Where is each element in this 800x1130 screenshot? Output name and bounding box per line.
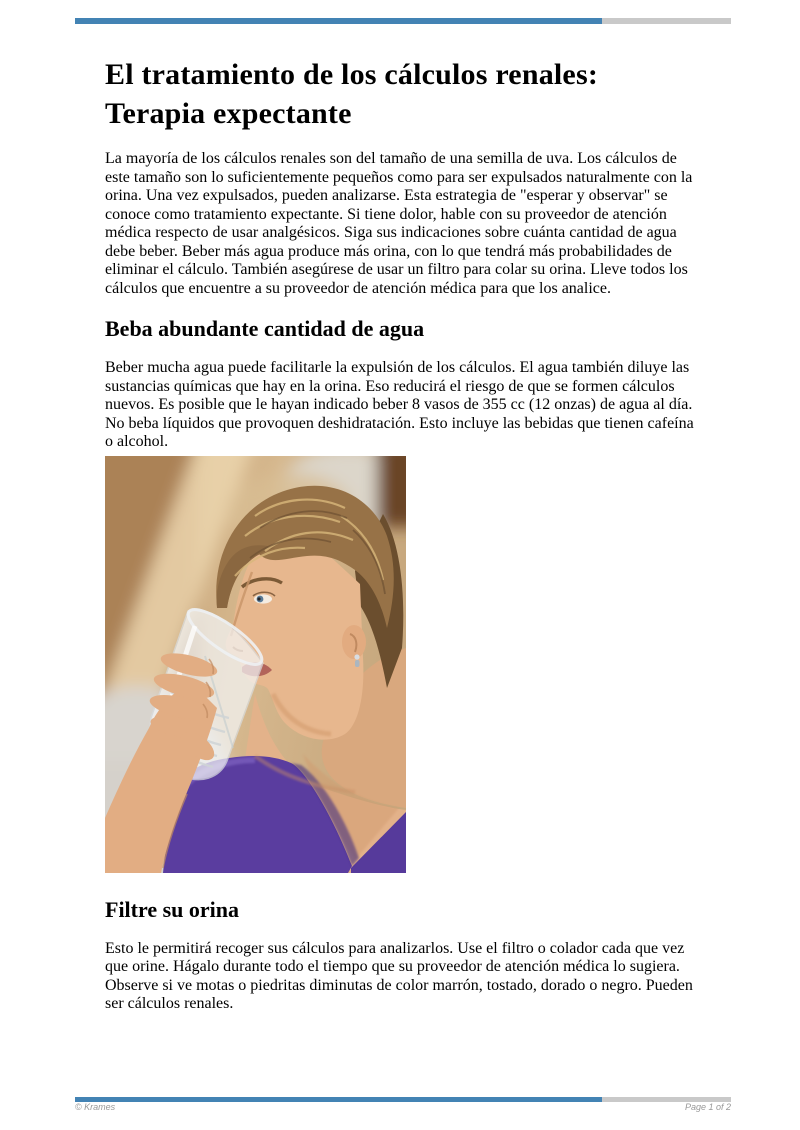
section-body-filter-urine: Esto le permitirá recoger sus cálculos para analizarlos. Use el filtro o colador cada que vez que orine. Hágalo durante todo el tiempo que su proveedor de atención médica lo sugiera. Observe si ve motas o piedritas diminutas de color marrón, tostado, dorado o negro. Pueden ser cálculos renales. (105, 939, 693, 1012)
section-body-drink-water: Beber mucha agua puede facilitarle la expulsión de los cálculos. El agua también diluye las sustancias químicas que hay en la orina. Eso reducirá el riesgo de que se formen cálculos nuevos. Es posible que le hayan indicado beber 8 vasos de 355 cc (12 onzas) de agua al día. No beba líquidos que provoquen deshidratación. Esto incluye las bebidas que tienen cafeína o alcohol. (105, 359, 694, 450)
footer-page-number: Page 1 of 2 (684, 1102, 731, 1112)
intro-paragraph: La mayoría de los cálculos renales son del tamaño de una semilla de uva. Los cálculos de este tamaño son lo suficientemente pequeños como para ser expulsados naturalmente con la orina. Una vez expulsados, pueden analizarse. Esta estrategia de "esperar y observar" se conoce como tratamiento expectante. Si tiene dolor, hable con su proveedor de atención médica respecto de usar analgésicos. Siga sus indicaciones sobre cuánta cantidad de agua debe beber. Beber más agua produce más orina, con lo que tendrá más probabilidades de eliminar el cálculo. También asegúrese de usar un filtro para colar su orina. Lleve todos los cálculos que encuentre a su proveedor de atención médica para que los analice. (105, 150, 693, 297)
section-heading-drink-water: Beba abundante cantidad de agua (105, 316, 425, 341)
photo-woman-drinking-water (105, 456, 406, 873)
page-footer (75, 1102, 731, 1113)
article (105, 0, 697, 1014)
section-heading-filter-urine: Filtre su orina (105, 896, 240, 922)
footer-copyright: © Krames (75, 1102, 116, 1112)
page-title: El tratamiento de los cálculos renales: Terapia expectante (105, 58, 599, 130)
